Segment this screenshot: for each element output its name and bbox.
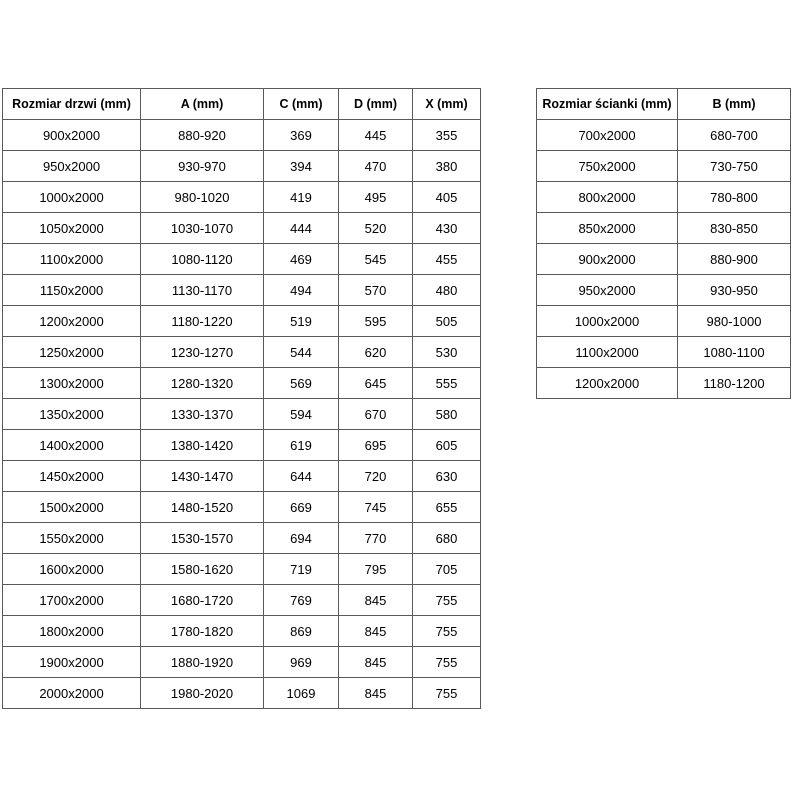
table-cell: 644: [264, 461, 339, 492]
table-row: [3, 368, 481, 399]
table-cell: 1100x2000: [3, 244, 141, 275]
table-row: [3, 213, 481, 244]
table-cell: 980-1000: [678, 306, 791, 337]
table-cell: 1030-1070: [141, 213, 264, 244]
table-cell: 1000x2000: [537, 306, 678, 337]
table-cell: 444: [264, 213, 339, 244]
table-row: [537, 120, 791, 151]
table-row: [537, 368, 791, 399]
table-cell: 380: [413, 151, 481, 182]
table-cell: 655: [413, 492, 481, 523]
table-cell: 1680-1720: [141, 585, 264, 616]
table-row: [3, 430, 481, 461]
table-cell: 750x2000: [537, 151, 678, 182]
table-cell: 520: [339, 213, 413, 244]
table-cell: 1130-1170: [141, 275, 264, 306]
table-cell: 900x2000: [537, 244, 678, 275]
table-cell: 869: [264, 616, 339, 647]
table-cell: 645: [339, 368, 413, 399]
table-cell: 1050x2000: [3, 213, 141, 244]
table-cell: 694: [264, 523, 339, 554]
table-cell: 1550x2000: [3, 523, 141, 554]
table-cell: 469: [264, 244, 339, 275]
table-cell: 1150x2000: [3, 275, 141, 306]
table-cell: 1580-1620: [141, 554, 264, 585]
table-cell: 580: [413, 399, 481, 430]
table-row: [3, 120, 481, 151]
table-cell: 930-950: [678, 275, 791, 306]
table-cell: 419: [264, 182, 339, 213]
table-row: [537, 244, 791, 275]
column-header: B (mm): [678, 89, 791, 120]
table-cell: 394: [264, 151, 339, 182]
table-cell: 505: [413, 306, 481, 337]
table-row: [537, 275, 791, 306]
table-cell: 519: [264, 306, 339, 337]
table-cell: 880-920: [141, 120, 264, 151]
table-cell: 480: [413, 275, 481, 306]
table-cell: 1280-1320: [141, 368, 264, 399]
table-cell: 544: [264, 337, 339, 368]
column-header: A (mm): [141, 89, 264, 120]
table-row: [3, 337, 481, 368]
table-cell: 545: [339, 244, 413, 275]
table-row: [3, 678, 481, 709]
table-row: [3, 244, 481, 275]
table-cell: 430: [413, 213, 481, 244]
table-cell: 1000x2000: [3, 182, 141, 213]
table-cell: 630: [413, 461, 481, 492]
table-cell: 1380-1420: [141, 430, 264, 461]
table-cell: 780-800: [678, 182, 791, 213]
table-row: [3, 461, 481, 492]
table-cell: 1180-1220: [141, 306, 264, 337]
table-cell: 470: [339, 151, 413, 182]
table-cell: 594: [264, 399, 339, 430]
table-cell: 745: [339, 492, 413, 523]
table-cell: 845: [339, 585, 413, 616]
table-cell: 730-750: [678, 151, 791, 182]
table-cell: 1800x2000: [3, 616, 141, 647]
table-cell: 705: [413, 554, 481, 585]
door-size-table-header: [3, 89, 481, 120]
table-cell: 770: [339, 523, 413, 554]
table-cell: 800x2000: [537, 182, 678, 213]
table-cell: 845: [339, 647, 413, 678]
table-cell: 455: [413, 244, 481, 275]
table-cell: 1330-1370: [141, 399, 264, 430]
table-cell: 769: [264, 585, 339, 616]
table-cell: 755: [413, 585, 481, 616]
table-row: [3, 492, 481, 523]
table-cell: 1500x2000: [3, 492, 141, 523]
table-cell: 930-970: [141, 151, 264, 182]
table-cell: 1350x2000: [3, 399, 141, 430]
wall-size-table-body: [537, 120, 791, 399]
table-cell: 670: [339, 399, 413, 430]
table-cell: 1700x2000: [3, 585, 141, 616]
table-cell: 755: [413, 647, 481, 678]
table-cell: 1230-1270: [141, 337, 264, 368]
wall-size-table: [536, 88, 791, 399]
wall-size-table-header: [537, 89, 791, 120]
table-cell: 445: [339, 120, 413, 151]
table-cell: 2000x2000: [3, 678, 141, 709]
table-cell: 719: [264, 554, 339, 585]
table-cell: 369: [264, 120, 339, 151]
table-cell: 755: [413, 678, 481, 709]
table-cell: 1069: [264, 678, 339, 709]
table-cell: 980-1020: [141, 182, 264, 213]
table-cell: 1430-1470: [141, 461, 264, 492]
table-row: [3, 306, 481, 337]
column-header: Rozmiar drzwi (mm): [3, 89, 141, 120]
table-row: [537, 151, 791, 182]
table-row: [3, 151, 481, 182]
table-header-row: [537, 89, 791, 120]
table-row: [3, 523, 481, 554]
table-row: [3, 399, 481, 430]
table-cell: 880-900: [678, 244, 791, 275]
table-cell: 494: [264, 275, 339, 306]
table-row: [3, 554, 481, 585]
table-cell: 700x2000: [537, 120, 678, 151]
door-size-table-body: [3, 120, 481, 709]
table-cell: 1080-1100: [678, 337, 791, 368]
table-cell: 605: [413, 430, 481, 461]
table-cell: 969: [264, 647, 339, 678]
table-cell: 405: [413, 182, 481, 213]
table-cell: 1450x2000: [3, 461, 141, 492]
table-cell: 680-700: [678, 120, 791, 151]
table-cell: 555: [413, 368, 481, 399]
door-size-table: [2, 88, 481, 709]
table-cell: 1300x2000: [3, 368, 141, 399]
table-cell: 1980-2020: [141, 678, 264, 709]
table-cell: 530: [413, 337, 481, 368]
table-cell: 570: [339, 275, 413, 306]
table-cell: 900x2000: [3, 120, 141, 151]
table-row: [3, 585, 481, 616]
table-cell: 950x2000: [3, 151, 141, 182]
table-cell: 1100x2000: [537, 337, 678, 368]
table-header-row: [3, 89, 481, 120]
table-cell: 1880-1920: [141, 647, 264, 678]
table-row: [537, 337, 791, 368]
table-row: [537, 213, 791, 244]
table-row: [3, 647, 481, 678]
table-cell: 1780-1820: [141, 616, 264, 647]
table-cell: 669: [264, 492, 339, 523]
table-cell: 619: [264, 430, 339, 461]
table-row: [3, 616, 481, 647]
table-cell: 1250x2000: [3, 337, 141, 368]
table-cell: 845: [339, 616, 413, 647]
table-cell: 1400x2000: [3, 430, 141, 461]
table-cell: 1200x2000: [3, 306, 141, 337]
table-cell: 1180-1200: [678, 368, 791, 399]
column-header: X (mm): [413, 89, 481, 120]
table-cell: 355: [413, 120, 481, 151]
table-cell: 595: [339, 306, 413, 337]
column-header: Rozmiar ścianki (mm): [537, 89, 678, 120]
table-cell: 569: [264, 368, 339, 399]
table-cell: 620: [339, 337, 413, 368]
table-cell: 1530-1570: [141, 523, 264, 554]
table-cell: 1600x2000: [3, 554, 141, 585]
table-cell: 830-850: [678, 213, 791, 244]
column-header: D (mm): [339, 89, 413, 120]
table-cell: 495: [339, 182, 413, 213]
table-cell: 850x2000: [537, 213, 678, 244]
table-row: [537, 306, 791, 337]
table-row: [3, 182, 481, 213]
table-cell: 795: [339, 554, 413, 585]
table-cell: 1200x2000: [537, 368, 678, 399]
table-cell: 755: [413, 616, 481, 647]
table-row: [537, 182, 791, 213]
table-cell: 1480-1520: [141, 492, 264, 523]
table-cell: 720: [339, 461, 413, 492]
table-cell: 950x2000: [537, 275, 678, 306]
table-cell: 680: [413, 523, 481, 554]
table-cell: 1900x2000: [3, 647, 141, 678]
column-header: C (mm): [264, 89, 339, 120]
table-row: [3, 275, 481, 306]
table-cell: 1080-1120: [141, 244, 264, 275]
table-cell: 845: [339, 678, 413, 709]
table-cell: 695: [339, 430, 413, 461]
